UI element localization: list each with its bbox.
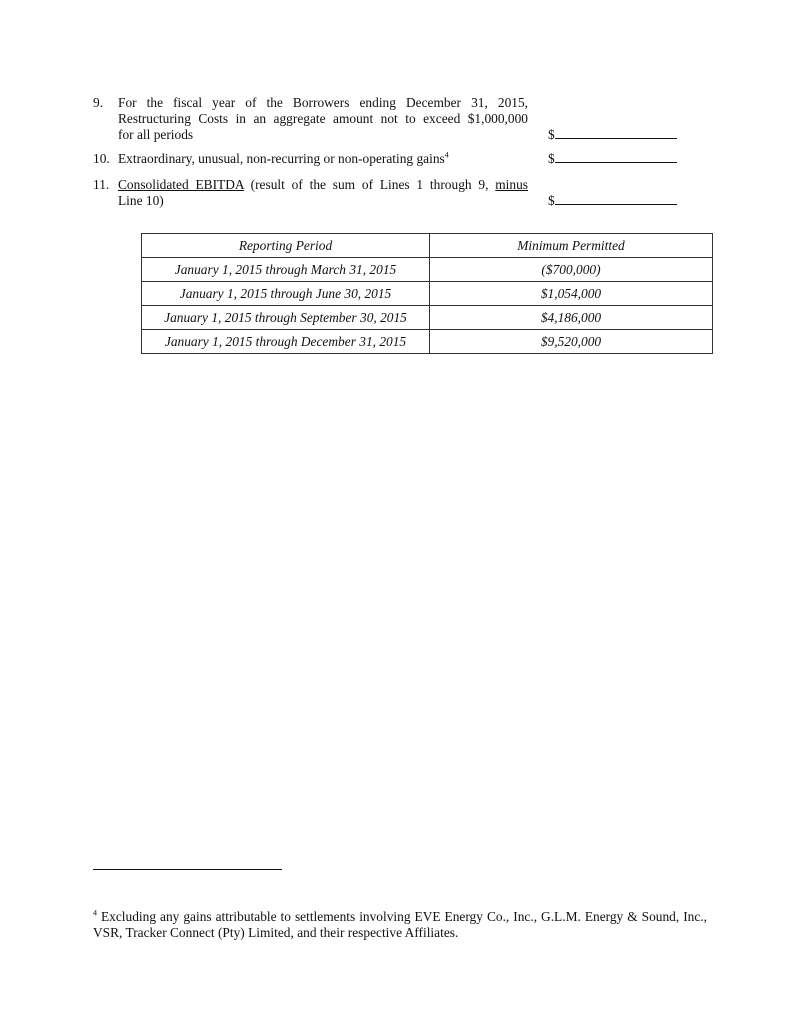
currency-symbol: $ <box>548 193 555 208</box>
fill-in-line <box>555 126 677 139</box>
footnote-reference: 4 <box>444 150 449 160</box>
line-item-11 <box>93 177 683 209</box>
footnote-divider <box>93 869 282 870</box>
line-item-text <box>118 151 528 167</box>
currency-symbol: $ <box>548 151 555 166</box>
amount-blank <box>548 126 677 143</box>
table-header-row <box>142 234 713 258</box>
minimum-permitted-cell: $4,186,000 <box>430 306 713 330</box>
line-item-text <box>118 177 528 209</box>
reporting-period-cell: January 1, 2015 through March 31, 2015 <box>142 258 430 282</box>
footnote <box>93 909 707 941</box>
table-row <box>142 306 713 330</box>
footnote-marker: 4 <box>93 908 97 918</box>
footnote-text: Excluding any gains attributable to settlements involving EVE Energy Co., Inc., G.L.M. Energy & Sound, Inc., VSR, Tracker Connect (Pty) Limited, and their respective Affiliates. <box>93 909 707 940</box>
reporting-period-cell: January 1, 2015 through June 30, 2015 <box>142 282 430 306</box>
table-row <box>142 330 713 354</box>
line-item-text-line: For the fiscal year of the Borrowers ending December 31, 2015, <box>118 95 528 110</box>
line-item-text-line: Restructuring Costs in an aggregate amount not to exceed $1,000,000 <box>118 111 528 126</box>
reporting-period-cell: January 1, 2015 through December 31, 2015 <box>142 330 430 354</box>
minimum-permitted-cell: $9,520,000 <box>430 330 713 354</box>
line-item-text-line: for all periods <box>118 127 194 142</box>
line-item-text-part: (result of the sum of Lines 1 through 9, <box>243 177 496 192</box>
line-item-9 <box>93 95 683 143</box>
line-item-10 <box>93 151 683 167</box>
defined-term: Consolidated EBITDA <box>118 177 244 192</box>
minimum-permitted-cell: $1,054,000 <box>430 282 713 306</box>
minimum-permitted-cell: ($700,000) <box>430 258 713 282</box>
line-item-number: 10. <box>93 151 110 166</box>
fill-in-line <box>555 192 677 205</box>
table-header-cell: Reporting Period <box>142 234 430 258</box>
table-header-cell: Minimum Permitted <box>430 234 713 258</box>
table-row <box>142 258 713 282</box>
line-item-text-line <box>118 177 528 193</box>
minus-term: minus <box>495 177 528 192</box>
line-item-text <box>118 95 528 143</box>
currency-symbol: $ <box>548 127 555 142</box>
line-item-text-line: Extraordinary, unusual, non-recurring or non-operating gains <box>118 151 445 166</box>
line-item-text-line: Line 10) <box>118 193 164 208</box>
amount-blank <box>548 192 677 209</box>
line-item-number: 9. <box>93 95 104 110</box>
reporting-period-cell: January 1, 2015 through September 30, 2015 <box>142 306 430 330</box>
minimum-permitted-table <box>141 233 713 354</box>
line-item-number: 11. <box>93 177 110 192</box>
table-row <box>142 282 713 306</box>
amount-blank <box>548 150 677 167</box>
fill-in-line <box>555 150 677 163</box>
